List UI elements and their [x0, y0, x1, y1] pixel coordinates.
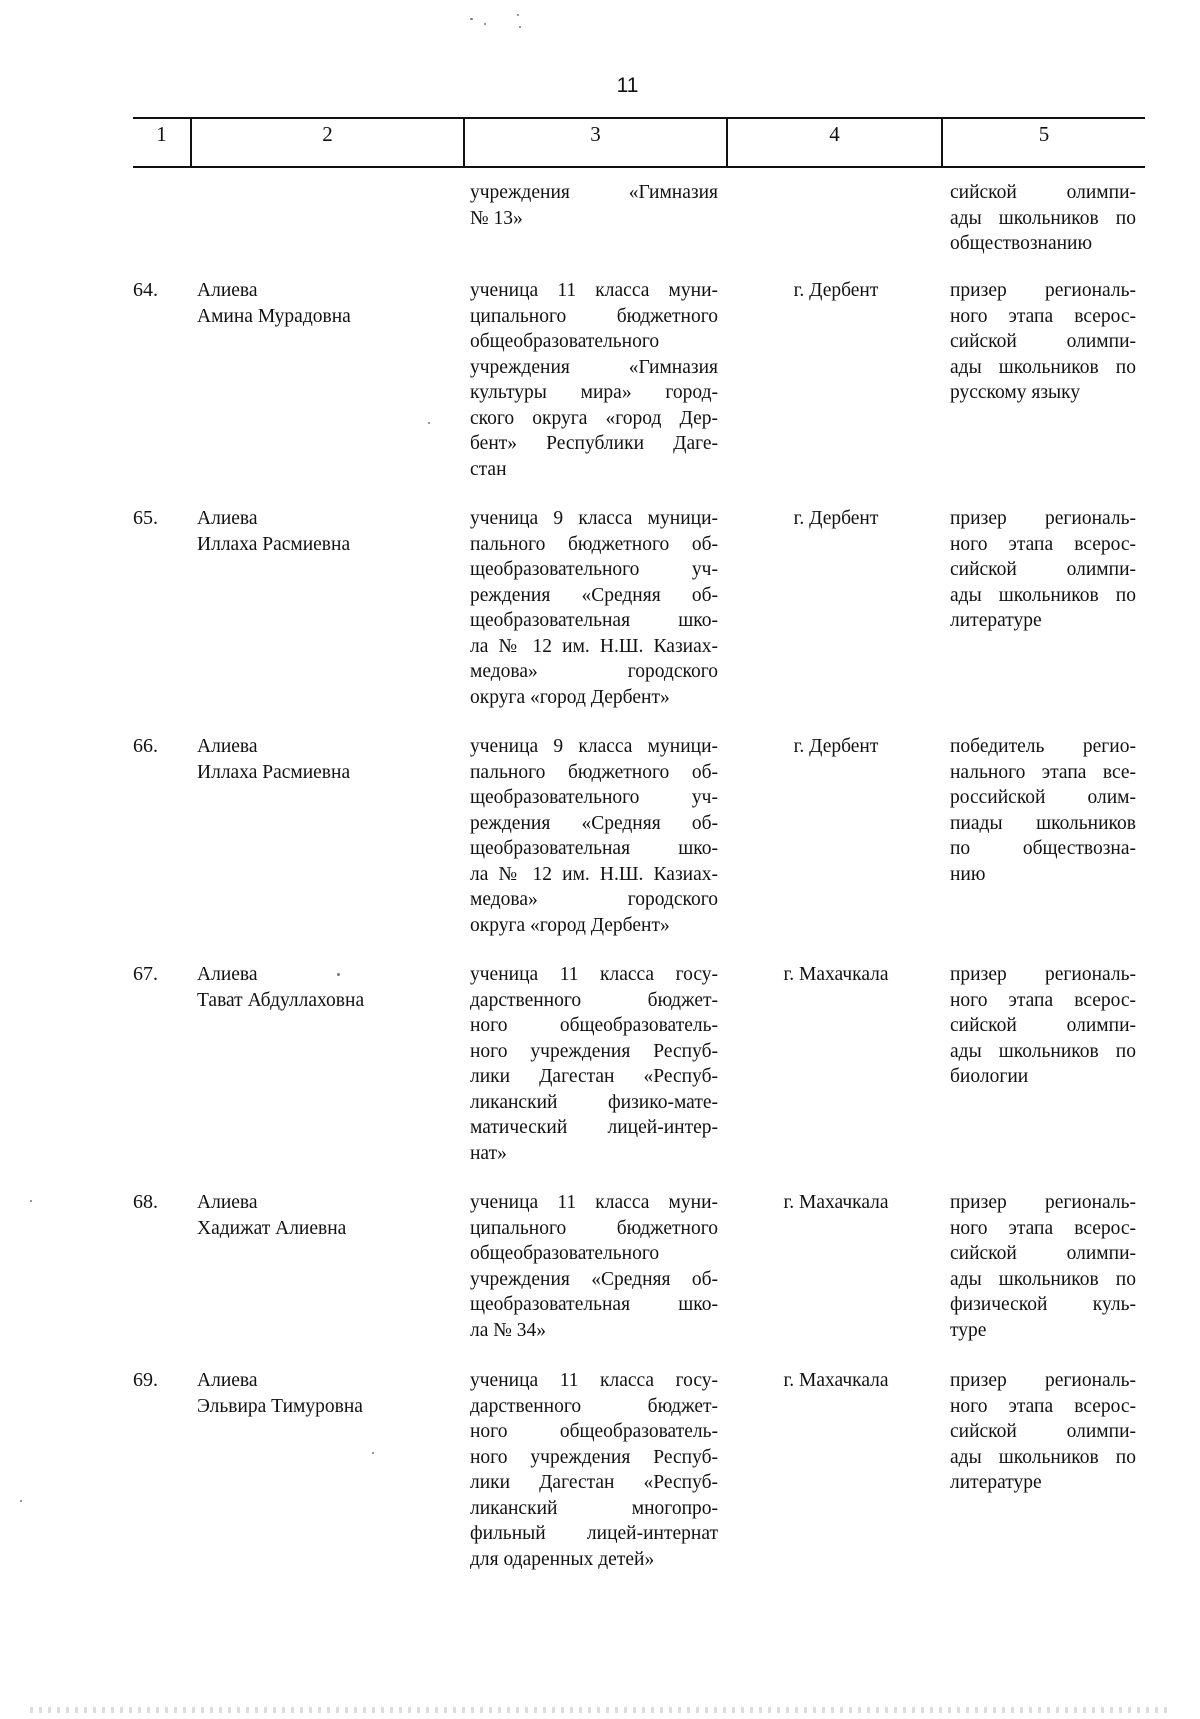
header-col-4: 4 [829, 122, 840, 146]
text-line: ликанский физико-мате- [470, 1091, 718, 1113]
text-line: ного общеобразователь- [470, 1015, 718, 1036]
header-bottom-rule [133, 166, 1145, 168]
name-line: Алиева [197, 1370, 258, 1391]
text-line: лики Дагестан «Респуб- [470, 1472, 718, 1493]
name-line: Алиева [197, 1192, 258, 1213]
school-description [470, 1190, 718, 1343]
row-number: 69. [133, 1369, 158, 1391]
text-line: ады школьников по [950, 1268, 1136, 1290]
award-description [950, 506, 1136, 634]
text-line: обществознанию [950, 233, 1093, 254]
text-line: российской олим- [950, 787, 1136, 808]
text-line: ного этапа всерос- [950, 533, 1136, 555]
text-line: ского округа «город Дер- [470, 407, 718, 429]
text-line: ученица 11 класса госу- [470, 964, 718, 985]
text-line: сийской олимпи- [950, 1421, 1136, 1442]
text-line: туре [950, 1319, 987, 1341]
text-line: ципального бюджетного [470, 1217, 718, 1239]
text-line: щеобразовательная шко- [470, 610, 718, 631]
school-description [470, 506, 718, 710]
city: г. Дербент [793, 280, 879, 301]
text-line: биологии [950, 1066, 1029, 1087]
text-line: пального бюджетного об- [470, 533, 718, 555]
scan-speck [517, 14, 519, 16]
name-line: Алиева [197, 280, 258, 301]
scan-speck [470, 18, 473, 20]
text-line: ного общеобразователь- [470, 1421, 718, 1442]
name-line: Алиева [197, 964, 258, 985]
participant-name [197, 1368, 459, 1419]
text-line: ла № 12 им. Н.Ш. Казиах- [470, 635, 718, 657]
text-line: № 13» [470, 207, 523, 229]
row-number: 67. [133, 963, 158, 985]
text-line: щеобразовательного уч- [470, 787, 718, 808]
text-line: ного учреждения Респуб- [470, 1446, 718, 1468]
text-line: призер региональ- [950, 508, 1136, 529]
award-description [950, 1368, 1136, 1496]
text-line: литературе [950, 610, 1042, 631]
scan-speck [484, 23, 486, 25]
name-line: Эльвира Тимуровна [197, 1395, 363, 1417]
text-line: щеобразовательная шко- [470, 838, 718, 859]
text-line: ла № 34» [470, 1319, 546, 1341]
participant-name [197, 734, 459, 785]
text-line: фильный лицей-интернат [470, 1523, 718, 1544]
text-line: ного этапа всерос- [950, 1395, 1136, 1417]
text-line: сийской олимпи- [950, 182, 1136, 203]
text-line: ады школьников по [950, 1040, 1136, 1062]
header-col-1: 1 [156, 122, 167, 146]
school-description [470, 734, 718, 938]
text-line: ципального бюджетного [470, 305, 718, 327]
text-line: дарственного бюджет- [470, 1395, 718, 1417]
text-line: призер региональ- [950, 1370, 1136, 1391]
header-top-rule [133, 117, 1145, 119]
text-line: ного учреждения Респуб- [470, 1040, 718, 1062]
scan-speck [30, 1200, 32, 1202]
text-line: матический лицей-интер- [470, 1117, 718, 1138]
name-line: Алиева [197, 736, 258, 757]
text-line: сийской олимпи- [950, 1243, 1136, 1264]
text-line: культуры мира» город- [470, 382, 718, 403]
text-line: ного этапа всерос- [950, 305, 1136, 327]
school-description [470, 278, 718, 482]
text-line: победитель регио- [950, 736, 1136, 757]
text-line: ады школьников по [950, 584, 1136, 606]
scan-edge [30, 1707, 1170, 1713]
text-line: реждения «Средняя об- [470, 584, 718, 606]
city: г. Махачкала [783, 1192, 889, 1213]
city: г. Махачкала [783, 964, 889, 985]
text-line: медова» городского [470, 661, 718, 682]
city: г. Дербент [793, 736, 879, 757]
text-line: сийской олимпи- [950, 559, 1136, 580]
participant-name [197, 962, 459, 1013]
text-line: сийской олимпи- [950, 1015, 1136, 1036]
award-description [950, 734, 1136, 887]
text-line: щеобразовательного уч- [470, 559, 718, 580]
text-line: русскому языку [950, 382, 1081, 403]
text-line: ученица 9 класса муници- [470, 508, 718, 529]
text-line: для одаренных детей» [470, 1548, 655, 1570]
name-line: Тават Абдуллаховна [197, 989, 365, 1011]
text-line: ады школьников по [950, 356, 1136, 378]
text-line: ного этапа всерос- [950, 1217, 1136, 1239]
continuation-award [950, 180, 1136, 257]
text-line: призер региональ- [950, 1192, 1136, 1213]
text-line: стан [470, 458, 507, 480]
scan-speck [519, 26, 521, 28]
text-line: ученица 9 класса муници- [470, 736, 718, 757]
text-line: реждения «Средняя об- [470, 812, 718, 834]
text-line: ады школьников по [950, 1446, 1136, 1468]
text-line: пального бюджетного об- [470, 761, 718, 783]
text-line: призер региональ- [950, 280, 1136, 301]
text-line: нального этапа все- [950, 761, 1136, 783]
city: г. Махачкала [783, 1370, 889, 1391]
header-col-5: 5 [1038, 122, 1050, 146]
text-line: литературе [950, 1472, 1042, 1493]
school-description [470, 962, 718, 1166]
name-line: Иллаха Расмиевна [197, 533, 351, 555]
text-line: ученица 11 класса госу- [470, 1370, 718, 1391]
text-line: округа «город Дербент» [470, 914, 670, 936]
text-line: ного этапа всерос- [950, 989, 1136, 1011]
name-line: Алиева [197, 508, 258, 529]
header-col-3: 3 [590, 122, 601, 146]
row-number: 65. [133, 507, 158, 529]
school-description [470, 1368, 718, 1572]
text-line: общеобразовательного [470, 331, 660, 352]
row-number: 68. [133, 1191, 158, 1213]
award-description [950, 1190, 1136, 1343]
scan-speck [337, 973, 340, 976]
city: г. Дербент [793, 508, 879, 529]
text-line: щеобразовательная шко- [470, 1294, 718, 1315]
scan-speck [372, 1452, 374, 1454]
text-line: пиады школьников [950, 812, 1136, 834]
text-line: общеобразовательного [470, 1243, 660, 1264]
text-line: ликанский многопро- [470, 1497, 718, 1519]
scan-speck [20, 1500, 22, 1502]
text-line: призер региональ- [950, 964, 1136, 985]
text-line: бент» Республики Даге- [470, 433, 718, 454]
text-line: ученица 11 класса муни- [470, 1192, 718, 1213]
participant-name [197, 278, 459, 329]
award-description [950, 278, 1136, 406]
text-line: учреждения «Гимназия [470, 182, 718, 203]
text-line: медова» городского [470, 889, 718, 910]
text-line: ученица 11 класса муни- [470, 280, 718, 301]
scan-speck [428, 422, 430, 424]
text-line: нию [950, 863, 986, 885]
text-line: физической куль- [950, 1294, 1136, 1315]
text-line: дарственного бюджет- [470, 989, 718, 1011]
award-description [950, 962, 1136, 1090]
text-line: округа «город Дербент» [470, 686, 670, 708]
name-line: Иллаха Расмиевна [197, 761, 351, 783]
text-line: нат» [470, 1142, 507, 1164]
text-line: сийской олимпи- [950, 331, 1136, 352]
participant-name [197, 506, 459, 557]
name-line: Хадижат Алиевна [197, 1217, 347, 1239]
text-line: по обществозна- [950, 838, 1136, 859]
row-number: 66. [133, 735, 158, 757]
participant-name [197, 1190, 459, 1241]
text-line: ла № 12 им. Н.Ш. Казиах- [470, 863, 718, 885]
page-number: 11 [616, 74, 639, 97]
text-line: ады школьников по [950, 207, 1136, 229]
header-col-2: 2 [322, 122, 333, 146]
name-line: Амина Мурадовна [197, 305, 351, 327]
row-number: 64. [133, 279, 158, 301]
text-line: учреждения «Средняя об- [470, 1268, 718, 1290]
text-line: лики Дагестан «Респуб- [470, 1066, 718, 1087]
continuation-school [470, 180, 718, 231]
text-line: учреждения «Гимназия [470, 356, 718, 378]
